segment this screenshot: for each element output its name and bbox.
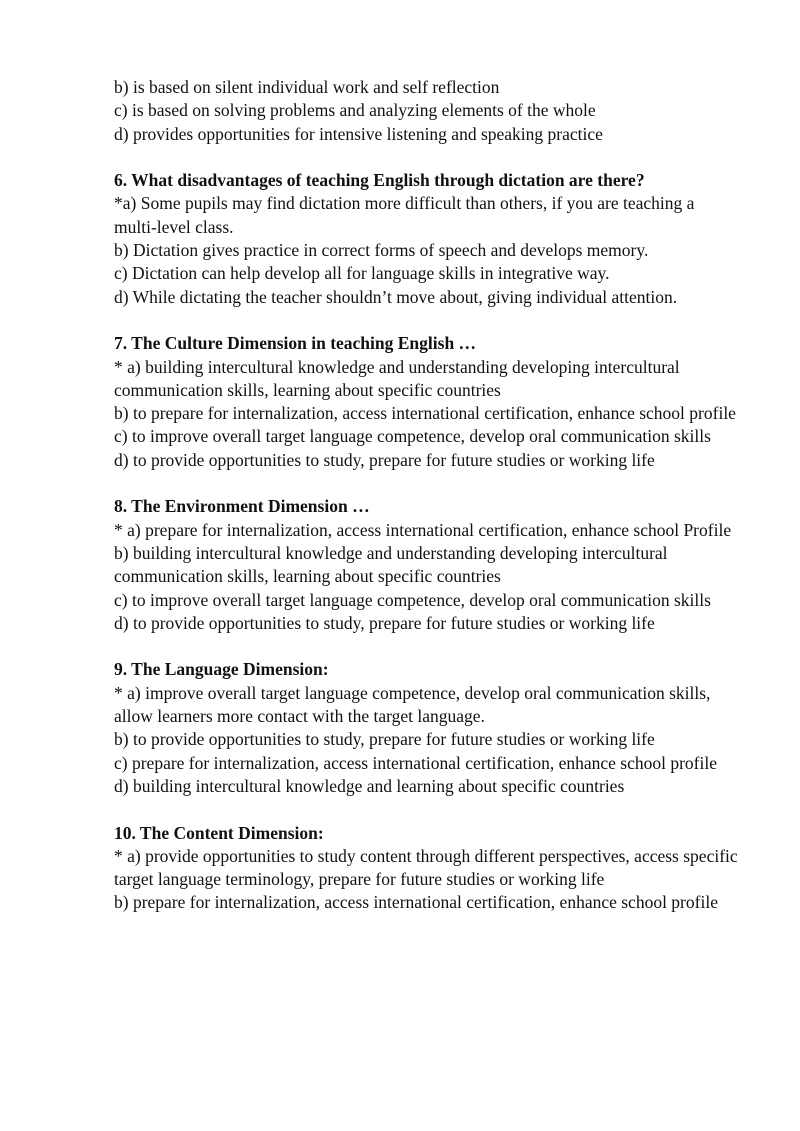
question-title: 10. The Content Dimension: [114,822,324,843]
option-b: b) to provide opportunities to study, prepare for future studies or working life [114,729,655,750]
question-8 [114,495,740,635]
question-7 [114,332,740,472]
option-c: c) is based on solving problems and analyzing elements of the whole [114,100,596,121]
option-c: c) Dictation can help develop all for language skills in integrative way. [114,263,610,284]
option-a: * a) provide opportunities to study content through different perspectives, access specific target language terminology, prepare for future studies or working life [114,845,738,890]
question-title: 7. The Culture Dimension in teaching English … [114,333,477,354]
option-a: *a) Some pupils may find dictation more difficult than others, if you are teaching a multi-level class. [114,193,695,237]
option-a: * a) building intercultural knowledge and understanding developing intercultural communication skills, learning about specific countries [114,356,680,400]
question-title: 8. The Environment Dimension … [114,496,370,517]
option-d: d) building intercultural knowledge and learning about specific countries [114,775,625,796]
question-title: 6. What disadvantages of teaching English through dictation are there? [114,170,645,191]
option-a: * a) improve overall target language competence, develop oral communication skills, allow learners more contact with the target language. [114,682,711,727]
option-b: b) prepare for internalization, access international certification, enhance school profile [114,892,718,913]
option-c: c) prepare for internalization, access international certification, enhance school profile [114,752,717,773]
option-b: b) is based on silent individual work and self reflection [114,77,500,97]
option-b: b) building intercultural knowledge and understanding developing intercultural communication skills, learning about specific countries [114,542,668,587]
option-c: c) to improve overall target language competence, develop oral communication skills [114,589,711,610]
question-9 [114,658,740,798]
option-d: d) to provide opportunities to study, prepare for future studies or working life [114,449,655,470]
option-d: d) provides opportunities for intensive listening and speaking practice [114,123,603,144]
option-d: d) While dictating the teacher shouldn’t move about, giving individual attention. [114,286,678,307]
question-title: 9. The Language Dimension: [114,659,329,680]
option-a: * a) prepare for internalization, access international certification, enhance school Profile [114,519,732,540]
option-d: d) to provide opportunities to study, prepare for future studies or working life [114,612,655,633]
option-c: c) to improve overall target language competence, develop oral communication skills [114,426,711,447]
question-10 [114,822,740,915]
option-b: b) to prepare for internalization, access international certification, enhance school profile [114,403,736,424]
option-b: b) Dictation gives practice in correct forms of speech and develops memory. [114,240,649,261]
question-6 [114,169,740,309]
previous-question-options [114,76,740,146]
